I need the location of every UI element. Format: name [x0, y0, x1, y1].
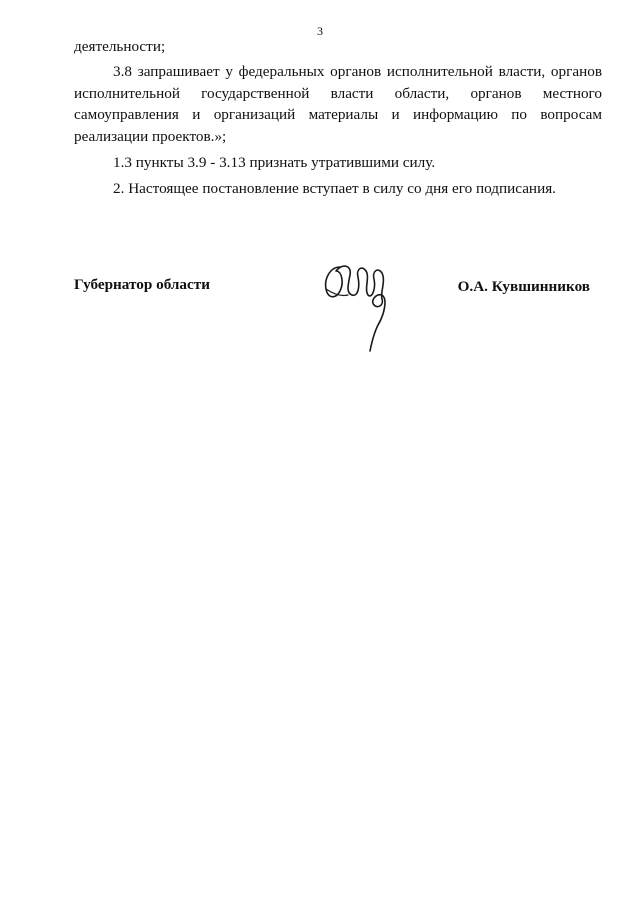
paragraph-1-3: 1.3 пункты 3.9 - 3.13 признать утратившими силу. — [113, 153, 436, 171]
text-line-activity: деятельности; — [74, 38, 166, 55]
document-body — [74, 36, 602, 200]
paragraph-2: 2. Настоящее постановление вступает в силу со дня его подписания. — [113, 179, 556, 197]
signature-block — [74, 273, 602, 363]
signer-title: Губернатор области — [74, 276, 210, 293]
signer-name: О.А. Кувшинников — [457, 278, 590, 295]
page-number: 3 — [317, 24, 323, 38]
paragraph-3-8: 3.8 запрашивает у федеральных органов исполнительной власти, органов исполнительной государственной власти области, органов местного самоуправления и организаций материалы и информацию по вопросам реализации проектов.»; — [74, 62, 602, 146]
handwritten-signature — [322, 259, 402, 354]
